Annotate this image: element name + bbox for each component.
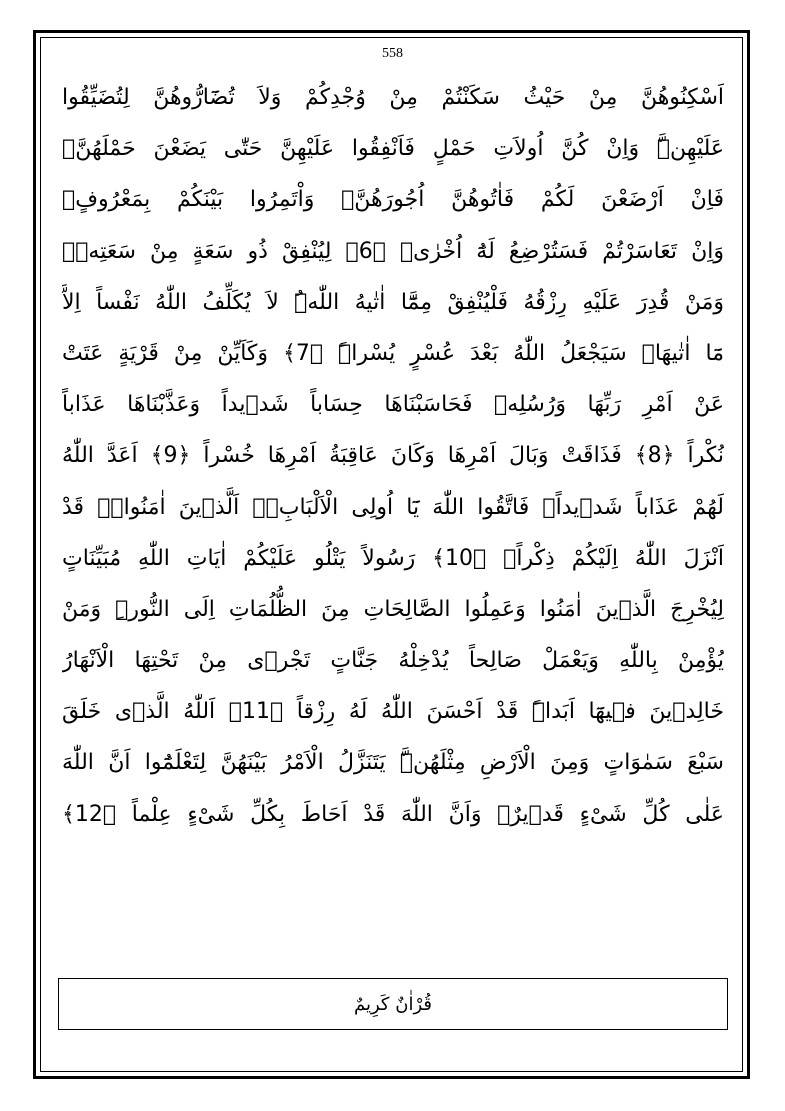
text-line: فَاِنْ اَرْضَعْنَ لَكُمْ فَاٰتُوهُنَّ اُجُورَهُنَّۚ وَاْتَمِرُوا بَيْنَكُمْ بِمَعْرُوفٍۚ xyxy=(62,187,724,213)
quran-text-block xyxy=(62,72,724,840)
text-line: عَلَيْهِنَّۜ وَاِنْ كُنَّ اُولاَتِ حَمْلٍ فَاَنْفِقُوا عَلَيْهِنَّ حَتّٰى يَضَعْنَ حَمْلَهُنَّۚ xyxy=(62,136,724,162)
footer-label: قُرْاٰنٌ كَرِيمٌ xyxy=(354,993,432,1015)
text-line: عَنْ اَمْرِ رَبِّهَا وَرُسُلِهٖ فَحَاسَبْنَاهَا حِسَاباً شَدٖيداً وَعَذَّبْنَاهَا عَذَاباً xyxy=(62,392,724,418)
page-number: 558 xyxy=(382,46,403,61)
text-line: وَاِنْ تَعَاسَرْتُمْ فَسَتُرْضِعُ لَهُٓ اُخْرٰىۜ ﴿6﴾ لِيُنْفِقْ ذُو سَعَةٍ مِنْ سَعَتِهٖۜ xyxy=(62,238,724,264)
text-line: عَلٰى كُلِّ شَیْءٍ قَدٖيرٌۙ وَاَنَّ اللّٰهَ قَدْ اَحَاطَ بِكُلِّ شَیْءٍ عِلْماً ﴿12﴾ xyxy=(62,801,724,827)
text-line: اَنْزَلَ اللّٰهُ اِلَيْكُمْ ذِكْراًۙ ﴿10﴾ رَسُولاً يَتْلُو عَلَيْكُمْ اٰيَاتِ اللّٰهِ مُبَيِّنَاتٍ xyxy=(62,545,724,571)
text-line: اَسْكِنُوهُنَّ مِنْ حَيْثُ سَكَنْتُمْ مِنْ وُجْدِكُمْ وَلاَ تُضَٓارُّوهُنَّ لِتُضَيِّقُوا xyxy=(62,85,724,110)
text-line: مَٓا اٰتٰيهَاۜ سَيَجْعَلُ اللّٰهُ بَعْدَ عُسْرٍ يُسْراًۜ ﴿7﴾ وَكَاَيِّنْ مِنْ قَرْيَةٍ عَتَتْ xyxy=(62,340,724,366)
text-line: يُؤْمِنْ بِاللّٰهِ وَيَعْمَلْ صَالِحاً يُدْخِلْهُ جَنَّاتٍ تَجْرٖى مِنْ تَحْتِهَا الْاَنْهَارُ xyxy=(62,648,724,674)
text-line: لِيُخْرِجَ الَّذٖينَ اٰمَنُوا وَعَمِلُوا الصَّالِحَاتِ مِنَ الظُّلُمَاتِ اِلَى النُّورِۜ وَمَنْ xyxy=(62,596,724,622)
text-line: نُكْراً ﴿8﴾ فَذَاقَتْ وَبَالَ اَمْرِهَا وَكَانَ عَاقِبَةُ اَمْرِهَا خُسْراً ﴿9﴾ اَعَدَّ اللّٰهُ xyxy=(62,443,724,469)
text-line: خَالِدٖينَ فٖيهَٓا اَبَداًۜ قَدْ اَحْسَنَ اللّٰهُ لَهُ رِزْقاً ﴿11﴾ اَللّٰهُ الَّذٖى خَلَقَ xyxy=(62,699,724,725)
text-line: لَهُمْ عَذَاباً شَدٖيداًۙ فَاتَّقُوا اللّٰهَ يَٓا اُولِى الْاَلْبَابِۚۛ اَلَّذٖينَ اٰمَنُواۚۛ قَدْ xyxy=(62,494,724,520)
footer-box xyxy=(58,978,728,1030)
text-line: وَمَنْ قُدِرَ عَلَيْهِ رِزْقُهُ فَلْيُنْفِقْ مِمَّٓا اٰتٰيهُ اللّٰهُۜ لاَ يُكَلِّفُ اللّٰهُ نَفْساً اِلاَّ xyxy=(62,289,724,315)
text-line: سَبْعَ سَمٰوَاتٍ وَمِنَ الْاَرْضِ مِثْلَهُنَّۜ يَتَنَزَّلُ الْاَمْرُ بَيْنَهُنَّ لِتَعْلَمُٓوا اَنَّ اللّٰهَ xyxy=(62,750,724,776)
